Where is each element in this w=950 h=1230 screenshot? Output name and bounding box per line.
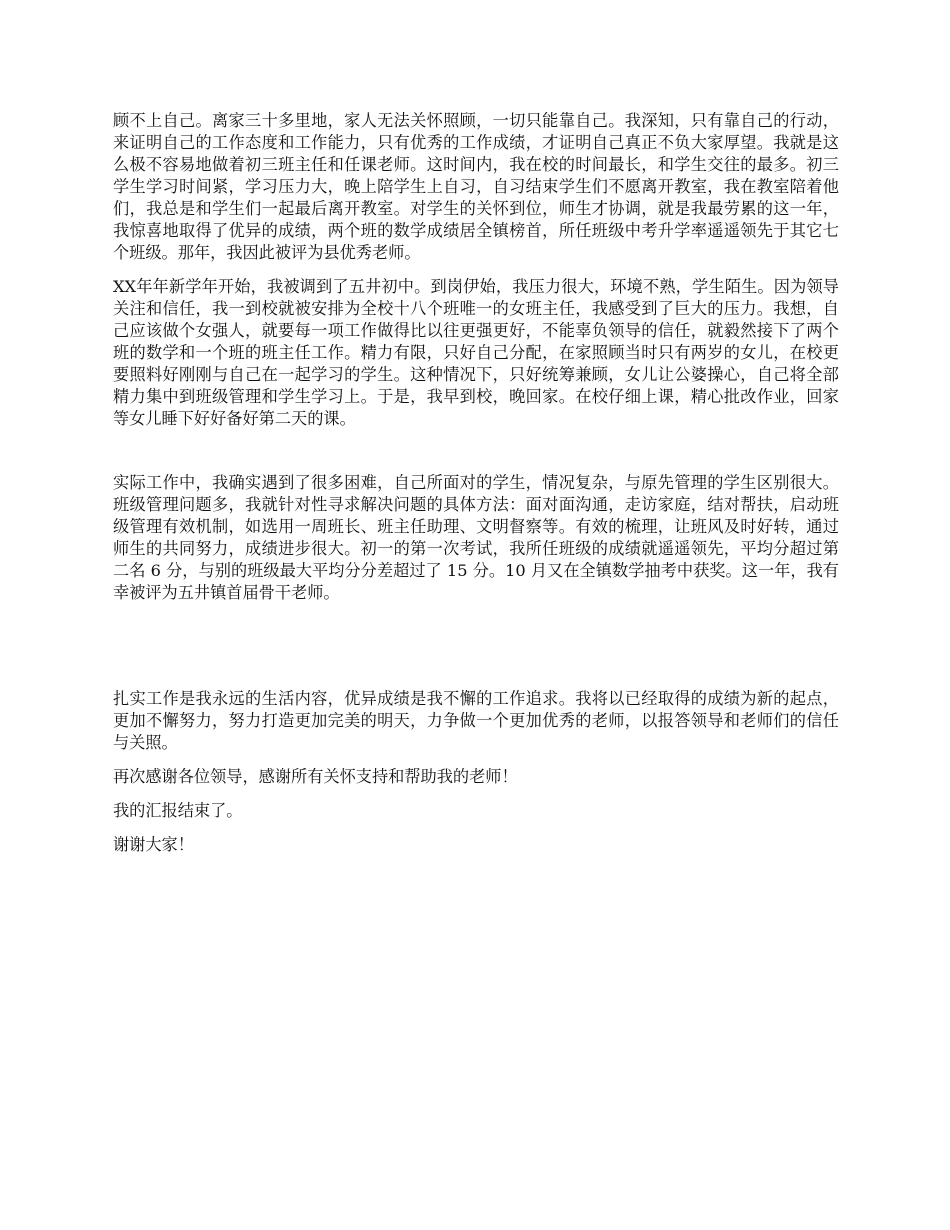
paragraph-spacer — [113, 264, 839, 276]
paragraph-4: 扎实工作是我永远的生活内容，优异成绩是我不懈的工作追求。我将以已经取得的成绩为新的起点，更加不懈努力，努力打造更加完美的明天，力争做一个更加优秀的老师，以报答领导和老师们的信任与关照。 — [113, 689, 839, 752]
paragraph-spacer — [113, 754, 839, 766]
paragraph-spacer — [113, 822, 839, 834]
paragraph-spacer — [113, 604, 839, 688]
paragraph-spacer — [113, 430, 839, 472]
thanks-line: 再次感谢各位领导，感谢所有关怀支持和帮助我的老师！ — [113, 767, 518, 786]
paragraph-spacer — [113, 788, 839, 800]
paragraph-2: XX年年新学年开始，我被调到了五井初中。到岗伊始，我压力很大，环境不熟，学生陌生。因为领导关注和信任，我一到校就被安排为全校十八个班唯一的女班主任，我感受到了巨大的压力。我想，自己应该做个女强人，就要每一项工作做得比以往更强更好，不能辜负领导的信任，就毅然接下了两个班的数学和一个班的班主任工作。精力有限，只好自己分配，在家照顾当时只有两岁的女儿，在校更要照料好刚刚与自己在一起学习的学生。这种情况下，只好统筹兼顾，女儿让公婆操心，自己将全部精力集中到班级管理和学生学习上。于是，我早到校，晚回家。在校仔细上课，精心批改作业，回家等女儿睡下好好备好第二天的课。 — [113, 277, 839, 428]
paragraph-3: 实际工作中，我确实遇到了很多困难，自己所面对的学生，情况复杂，与原先管理的学生区别很大。班级管理问题多，我就针对性寻求解决问题的具体方法：面对面沟通，走访家庭，结对帮扶，启动班级管理有效机制，如选用一周班长、班主任助理、文明督察等。有效的梳理，让班风及时好转，通过师生的共同努力，成绩进步很大。初一的第一次考试，我所任班级的成绩就遥遥领先，平均分超过第二名 6 分，与别的班级最大平均分分差超过了 15 分。10 月又在全镇数学抽考中获奖。这一年，我有幸被评为五井镇首届骨干老师。 — [113, 473, 839, 602]
paragraph-1: 顾不上自己。离家三十多里地，家人无法关怀照顾，一切只能靠自己。我深知，只有靠自己的行动，来证明自己的工作态度和工作能力，只有优秀的工作成绩，才证明自己真正不负大家厚望。我就是这么极不容易地做着初三班主任和任课老师。这时间内，我在校的时间最长，和学生交往的最多。初三学生学习时间紧，学习压力大，晚上陪学生上自习，自习结束学生们不愿离开教室，我在教室陪着他们，我总是和学生们一起最后离开教室。对学生的关怀到位，师生才协调，就是我最劳累的这一年，我惊喜地取得了优异的成绩，两个班的数学成绩居全镇榜首，所任班级中考升学率遥遥领先于其它七个班级。那年，我因此被评为县优秀老师。 — [113, 111, 839, 262]
closing-line: 谢谢大家！ — [113, 835, 194, 854]
report-end-line: 我的汇报结束了。 — [113, 801, 243, 820]
document-page — [113, 110, 839, 856]
